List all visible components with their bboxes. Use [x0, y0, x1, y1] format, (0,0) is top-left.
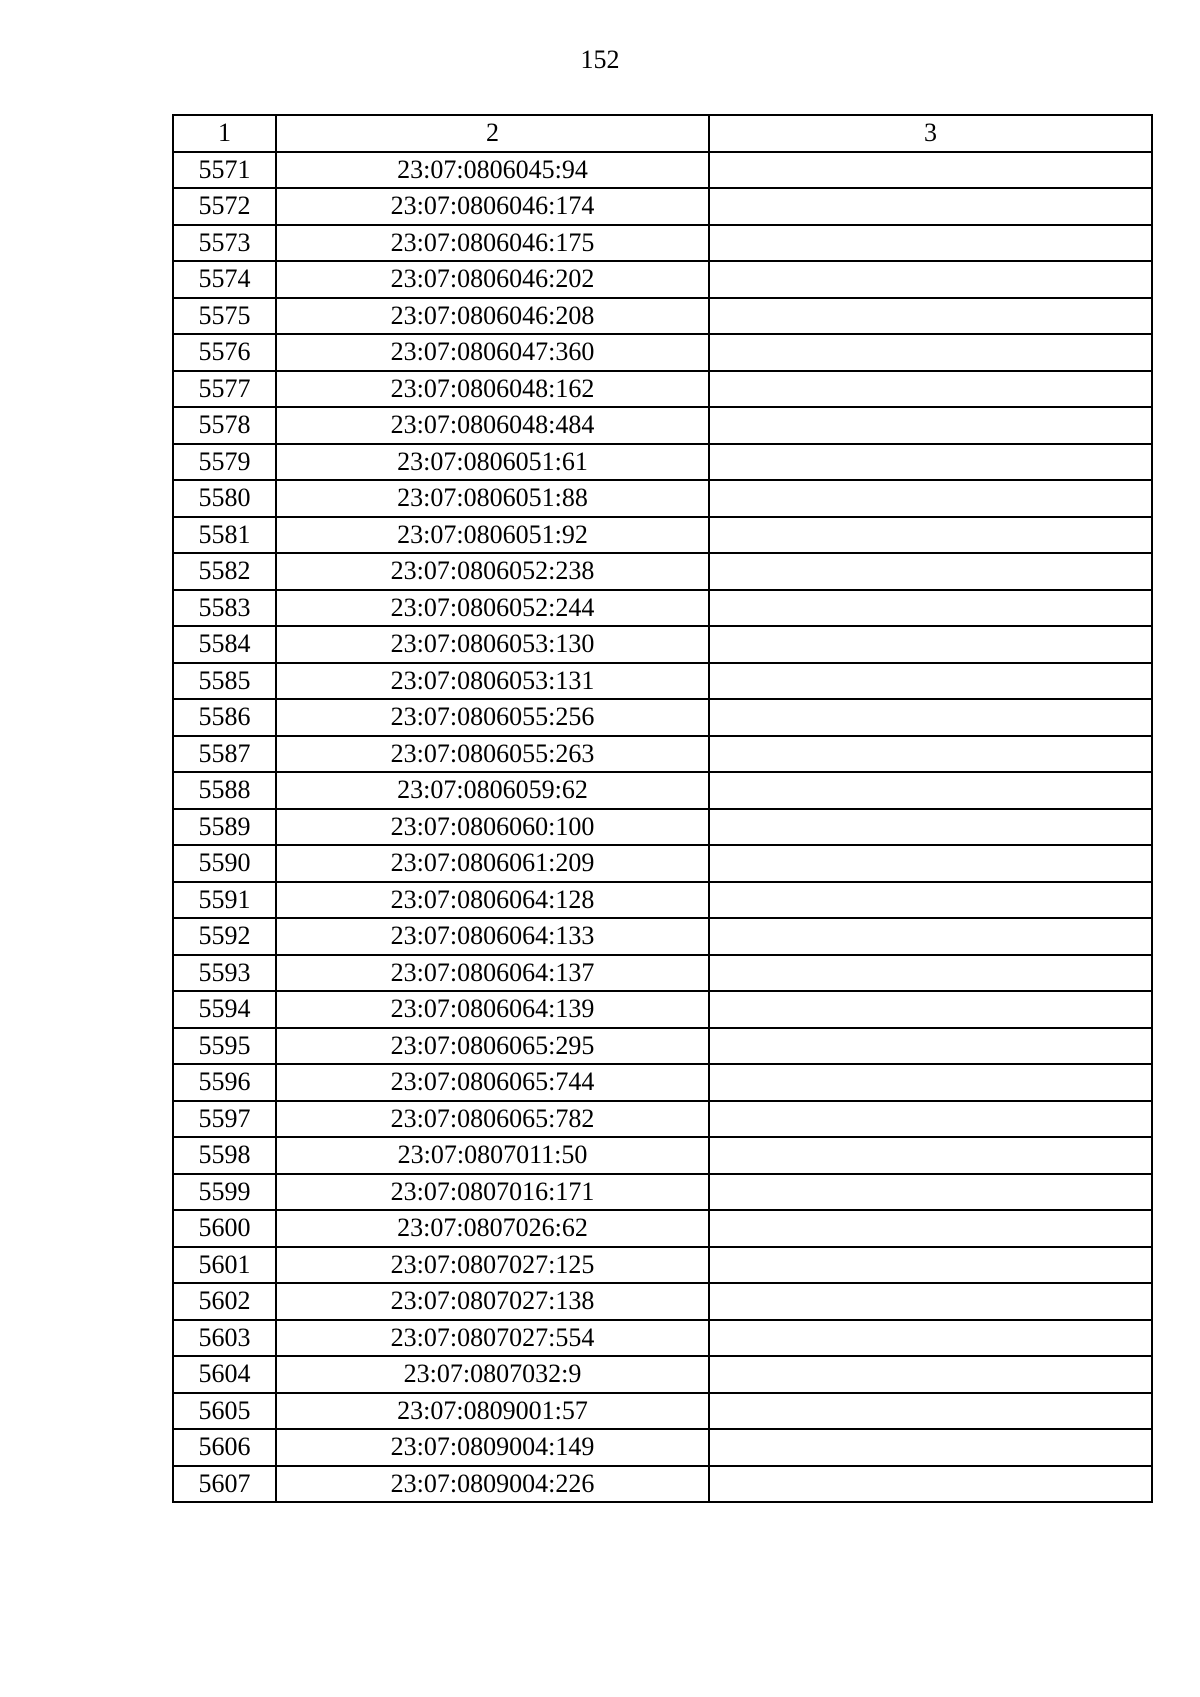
row-number-cell: 5606 [173, 1429, 276, 1466]
column-header-3: 3 [709, 115, 1152, 152]
table-header-row [173, 115, 1152, 152]
table-row [173, 809, 1152, 846]
note-cell [709, 1356, 1152, 1393]
table-row [173, 517, 1152, 554]
table-row [173, 444, 1152, 481]
note-cell [709, 407, 1152, 444]
row-number-cell: 5582 [173, 553, 276, 590]
table-row [173, 1393, 1152, 1430]
row-number-cell: 5592 [173, 918, 276, 955]
note-cell [709, 736, 1152, 773]
row-number-cell: 5590 [173, 845, 276, 882]
row-number-cell: 5576 [173, 334, 276, 371]
table-row [173, 1137, 1152, 1174]
note-cell [709, 1028, 1152, 1065]
note-cell [709, 517, 1152, 554]
table-row [173, 955, 1152, 992]
row-number-cell: 5572 [173, 188, 276, 225]
note-cell [709, 1064, 1152, 1101]
cadastral-number-cell: 23:07:0806064:139 [276, 991, 709, 1028]
cadastral-number-cell: 23:07:0806046:174 [276, 188, 709, 225]
note-cell [709, 371, 1152, 408]
note-cell [709, 188, 1152, 225]
note-cell [709, 225, 1152, 262]
note-cell [709, 991, 1152, 1028]
note-cell [709, 1283, 1152, 1320]
table-row [173, 845, 1152, 882]
note-cell [709, 1101, 1152, 1138]
cadastral-table [172, 114, 1153, 1503]
page-number: 152 [580, 45, 620, 74]
row-number-cell: 5596 [173, 1064, 276, 1101]
note-cell [709, 1137, 1152, 1174]
note-cell [709, 772, 1152, 809]
row-number-cell: 5585 [173, 663, 276, 700]
cadastral-number-cell: 23:07:0806064:137 [276, 955, 709, 992]
note-cell [709, 444, 1152, 481]
table-row [173, 225, 1152, 262]
note-cell [709, 955, 1152, 992]
row-number-cell: 5600 [173, 1210, 276, 1247]
cadastral-number-cell: 23:07:0807027:554 [276, 1320, 709, 1357]
cadastral-number-cell: 23:07:0806052:238 [276, 553, 709, 590]
row-number-cell: 5574 [173, 261, 276, 298]
cadastral-number-cell: 23:07:0806053:131 [276, 663, 709, 700]
table-row [173, 188, 1152, 225]
table-row [173, 1320, 1152, 1357]
row-number-cell: 5603 [173, 1320, 276, 1357]
note-cell [709, 553, 1152, 590]
cadastral-number-cell: 23:07:0806047:360 [276, 334, 709, 371]
table-row [173, 152, 1152, 189]
cadastral-number-cell: 23:07:0806055:263 [276, 736, 709, 773]
row-number-cell: 5575 [173, 298, 276, 335]
cadastral-number-cell: 23:07:0806046:208 [276, 298, 709, 335]
cadastral-number-cell: 23:07:0806046:175 [276, 225, 709, 262]
cadastral-number-cell: 23:07:0806065:744 [276, 1064, 709, 1101]
cadastral-number-cell: 23:07:0807027:125 [276, 1247, 709, 1284]
note-cell [709, 1210, 1152, 1247]
cadastral-number-cell: 23:07:0807026:62 [276, 1210, 709, 1247]
note-cell [709, 1320, 1152, 1357]
cadastral-number-cell: 23:07:0806052:244 [276, 590, 709, 627]
table-row [173, 371, 1152, 408]
row-number-cell: 5577 [173, 371, 276, 408]
table-row [173, 1210, 1152, 1247]
note-cell [709, 1247, 1152, 1284]
table-row [173, 1174, 1152, 1211]
note-cell [709, 1466, 1152, 1503]
table-row [173, 1028, 1152, 1065]
row-number-cell: 5599 [173, 1174, 276, 1211]
table-row [173, 1429, 1152, 1466]
note-cell [709, 590, 1152, 627]
note-cell [709, 918, 1152, 955]
row-number-cell: 5586 [173, 699, 276, 736]
row-number-cell: 5594 [173, 991, 276, 1028]
row-number-cell: 5581 [173, 517, 276, 554]
cadastral-number-cell: 23:07:0806051:92 [276, 517, 709, 554]
note-cell [709, 1174, 1152, 1211]
note-cell [709, 152, 1152, 189]
table-row [173, 261, 1152, 298]
cadastral-number-cell: 23:07:0806060:100 [276, 809, 709, 846]
note-cell [709, 626, 1152, 663]
row-number-cell: 5584 [173, 626, 276, 663]
table-row [173, 626, 1152, 663]
table-row [173, 1283, 1152, 1320]
table-row [173, 991, 1152, 1028]
note-cell [709, 1393, 1152, 1430]
note-cell [709, 1429, 1152, 1466]
row-number-cell: 5602 [173, 1283, 276, 1320]
cadastral-number-cell: 23:07:0809004:226 [276, 1466, 709, 1503]
row-number-cell: 5598 [173, 1137, 276, 1174]
row-number-cell: 5601 [173, 1247, 276, 1284]
cadastral-number-cell: 23:07:0807011:50 [276, 1137, 709, 1174]
table-row [173, 1247, 1152, 1284]
cadastral-number-cell: 23:07:0807016:171 [276, 1174, 709, 1211]
cadastral-number-cell: 23:07:0806053:130 [276, 626, 709, 663]
column-header-1: 1 [173, 115, 276, 152]
row-number-cell: 5588 [173, 772, 276, 809]
table-row [173, 736, 1152, 773]
cadastral-number-cell: 23:07:0806048:484 [276, 407, 709, 444]
row-number-cell: 5604 [173, 1356, 276, 1393]
row-number-cell: 5597 [173, 1101, 276, 1138]
cadastral-number-cell: 23:07:0806051:61 [276, 444, 709, 481]
row-number-cell: 5571 [173, 152, 276, 189]
row-number-cell: 5605 [173, 1393, 276, 1430]
note-cell [709, 334, 1152, 371]
column-header-2: 2 [276, 115, 709, 152]
table-row [173, 334, 1152, 371]
cadastral-number-cell: 23:07:0806048:162 [276, 371, 709, 408]
table-row [173, 882, 1152, 919]
cadastral-number-cell: 23:07:0806065:295 [276, 1028, 709, 1065]
cadastral-number-cell: 23:07:0806046:202 [276, 261, 709, 298]
table-row [173, 298, 1152, 335]
note-cell [709, 663, 1152, 700]
cadastral-number-cell: 23:07:0806045:94 [276, 152, 709, 189]
table-row [173, 663, 1152, 700]
cadastral-number-cell: 23:07:0806064:128 [276, 882, 709, 919]
cadastral-number-cell: 23:07:0806061:209 [276, 845, 709, 882]
row-number-cell: 5591 [173, 882, 276, 919]
cadastral-number-cell: 23:07:0806064:133 [276, 918, 709, 955]
table-row [173, 1356, 1152, 1393]
note-cell [709, 261, 1152, 298]
cadastral-number-cell: 23:07:0809001:57 [276, 1393, 709, 1430]
table-row [173, 407, 1152, 444]
cadastral-number-cell: 23:07:0806051:88 [276, 480, 709, 517]
table-row [173, 1064, 1152, 1101]
cadastral-number-cell: 23:07:0807032:9 [276, 1356, 709, 1393]
note-cell [709, 845, 1152, 882]
table-row [173, 772, 1152, 809]
row-number-cell: 5587 [173, 736, 276, 773]
note-cell [709, 699, 1152, 736]
note-cell [709, 480, 1152, 517]
row-number-cell: 5607 [173, 1466, 276, 1503]
row-number-cell: 5583 [173, 590, 276, 627]
row-number-cell: 5595 [173, 1028, 276, 1065]
cadastral-number-cell: 23:07:0806055:256 [276, 699, 709, 736]
table-row [173, 1101, 1152, 1138]
row-number-cell: 5573 [173, 225, 276, 262]
table-row [173, 699, 1152, 736]
cadastral-number-cell: 23:07:0806059:62 [276, 772, 709, 809]
table-body [173, 152, 1152, 1503]
row-number-cell: 5578 [173, 407, 276, 444]
table-row [173, 1466, 1152, 1503]
note-cell [709, 809, 1152, 846]
row-number-cell: 5580 [173, 480, 276, 517]
row-number-cell: 5593 [173, 955, 276, 992]
table-row [173, 590, 1152, 627]
table-row [173, 480, 1152, 517]
note-cell [709, 882, 1152, 919]
cadastral-number-cell: 23:07:0807027:138 [276, 1283, 709, 1320]
row-number-cell: 5579 [173, 444, 276, 481]
cadastral-number-cell: 23:07:0809004:149 [276, 1429, 709, 1466]
note-cell [709, 298, 1152, 335]
cadastral-number-cell: 23:07:0806065:782 [276, 1101, 709, 1138]
table-row [173, 918, 1152, 955]
row-number-cell: 5589 [173, 809, 276, 846]
table-row [173, 553, 1152, 590]
